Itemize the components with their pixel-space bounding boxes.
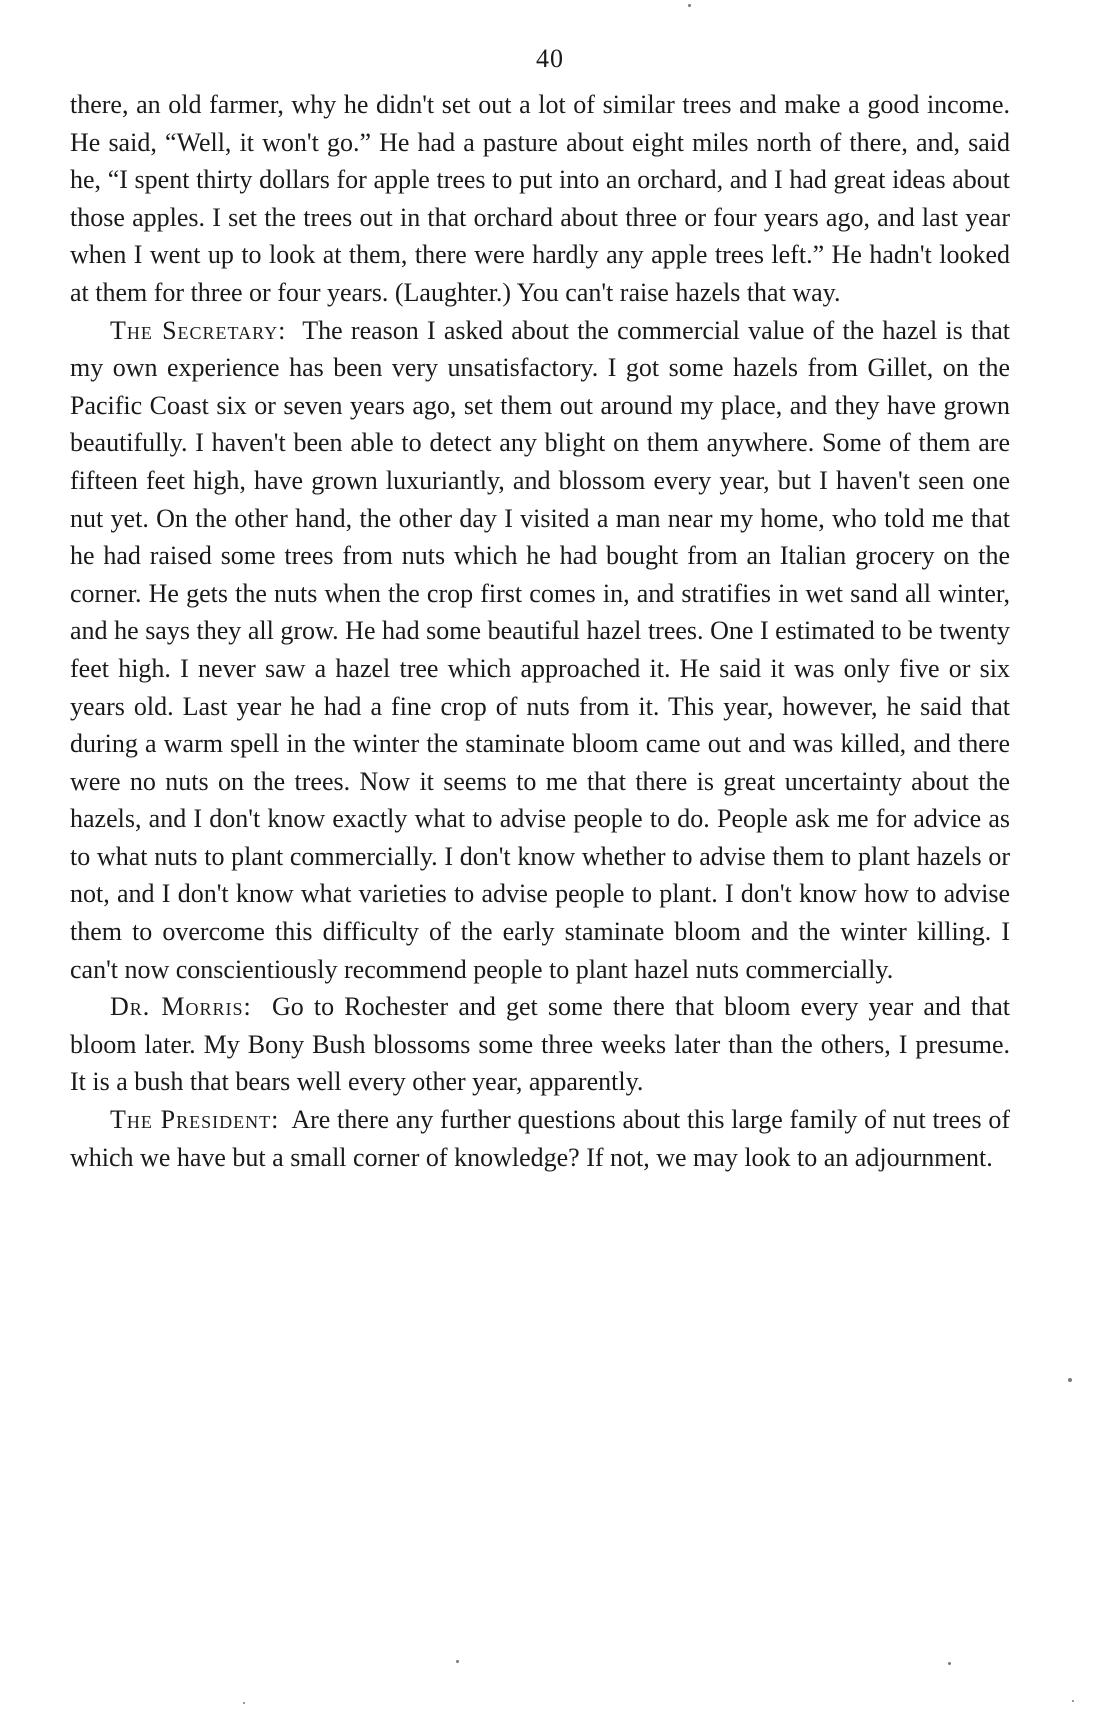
paragraph-text: Are there any further questions about this large family of nut trees of which we have but a small corner of knowledge? If not, we may look to an adjournment.	[70, 1105, 1010, 1172]
page-number: 40	[536, 44, 564, 73]
scan-speck	[1068, 1378, 1072, 1382]
speaker-label: Dr. Morris:	[110, 992, 252, 1022]
scan-speck	[948, 1662, 951, 1665]
body-text	[70, 86, 1010, 1176]
paragraph-dr-morris	[70, 988, 1010, 1101]
paragraph-text: Go to Rochester and get some there that bloom every year and that bloom later. My Bony Bush blossoms some three weeks later than the others, I presume. It is a bush that bears well every other year, apparently.	[70, 992, 1011, 1097]
speaker-label: The President:	[110, 1105, 280, 1135]
scan-speck	[688, 4, 691, 7]
paragraph-continuation	[70, 86, 1010, 312]
paragraph-president	[70, 1101, 1010, 1176]
scan-speck	[1072, 1700, 1074, 1702]
scan-speck	[243, 1702, 245, 1704]
speaker-label: The Secretary:	[110, 315, 287, 345]
scan-speck	[456, 1660, 459, 1663]
paragraph-secretary	[70, 312, 1010, 989]
paragraph-text: there, an old farmer, why he didn't set out a lot of similar trees and make a good income. He said, “Well, it won't go.” He had a pasture about eight miles north of there, and, said he, “I spent thirty dollars for apple trees to put into an orchard, and I had great ideas about those apples. I set the trees out in that orchard about three or four years ago, and last year when I went up to look at them, there were hardly any apple trees left.” He hadn't looked at them for three or four years. (Laughter.) You can't raise hazels that way.	[70, 90, 1010, 307]
paragraph-text: The reason I asked about the commercial value of the hazel is that my own experience has been very unsatisfactory. I got some hazels from Gillet, on the Pacific Coast six or seven years ago, set them out around my place, and they have grown beautifully. I haven't been able to detect any blight on them anywhere. Some of them are fifteen feet high, have grown luxuriantly, and blossom every year, but I haven't seen one nut yet. On the other hand, the other day I visited a man near my home, who told me that he had raised some trees from nuts which he had bought from an Italian grocery on the corner. He gets the nuts when the crop first comes in, and stratifies in wet sand all winter, and he says they all grow. He had some beautiful hazel trees. One I estimated to be twenty feet high. I never saw a hazel tree which approached it. He said it was only five or six years old. Last year he had a fine crop of nuts from it. This year, however, he said that during a warm spell in the winter the staminate bloom came out and was killed, and there were no nuts on the trees. Now it seems to me that there is great uncertainty about the hazels, and I don't know exactly what to advise people to do. People ask me for advice as to what nuts to plant commercially. I don't know whether to advise them to plant hazels or not, and I don't know what varieties to advise people to plant. I don't know how to advise them to overcome this difficulty of the early staminate bloom and the winter killing. I can't now conscientiously recommend people to plant hazel nuts commercially.	[70, 315, 1010, 984]
